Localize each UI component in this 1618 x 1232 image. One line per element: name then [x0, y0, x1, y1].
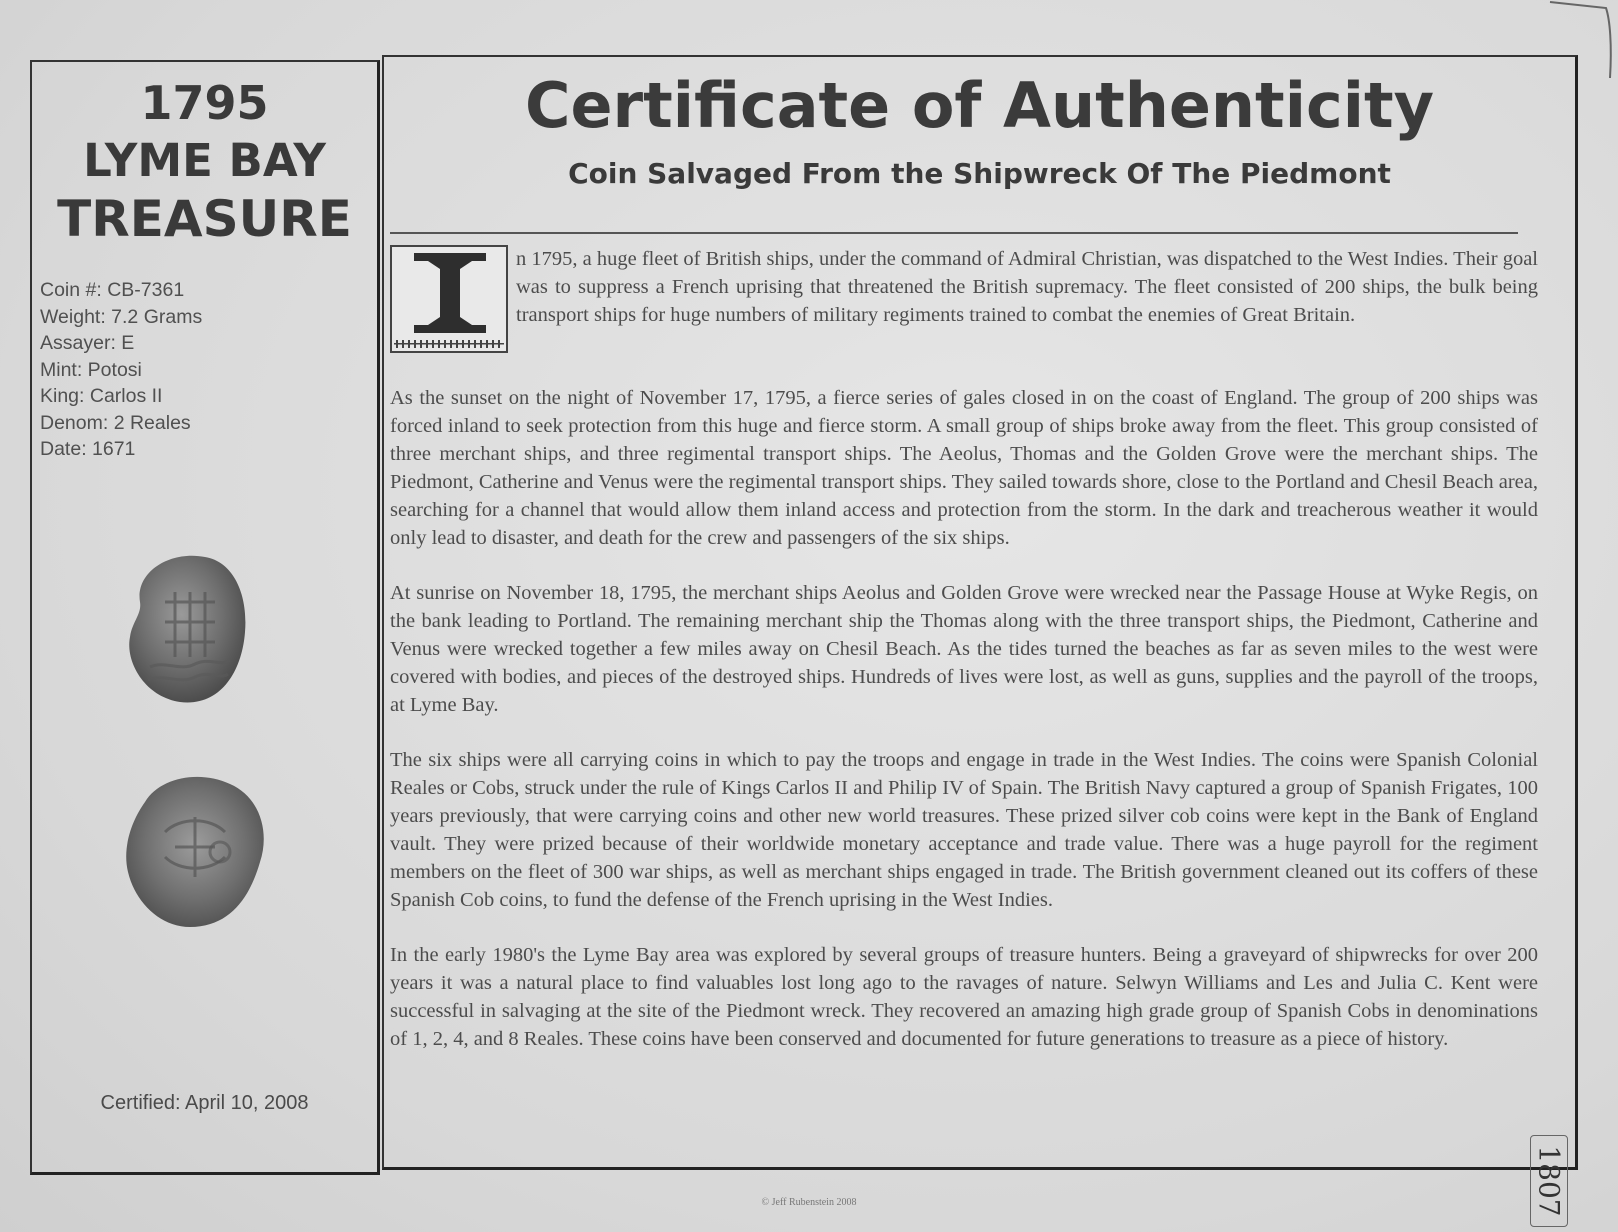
spec-coin-number: Coin #: CB-7361: [40, 279, 185, 301]
paragraph-4: The six ships were all carrying coins in which to pay the troops and engage in trade in the West Indies. The coins were Spanish Colonial Reales or Cobs, struck under the rule of Kings Carlos II and Philip IV of Spain. The British Navy captured a group of Spanish Frigates, 100 years previously, that were carrying coins and other new world treasures. These prized silver cob coins were kept in the Bank of England vault. They were prized because of their worldwide monetary acceptance and trade value. There was a huge payroll for the regiment members on the fleet of 300 war ships, as well as merchant ships engaged in trade. The British government cleaned out its coffers of these Spanish Cob coins, to fund the defense of the French uprising in the West Indies.: [390, 749, 1538, 911]
spec-mint: Mint: Potosi: [40, 358, 142, 381]
spec-date: Date: 1671: [40, 438, 136, 460]
spec-king: King: Carlos II: [40, 385, 163, 407]
paragraph-3: At sunrise on November 18, 1795, the merchant ships Aeolus and Golden Grove were wrecked near the Passage House at Wyke Regis, on the bank leading to Portland. The remaining merchant ship the Thomas along with the three transport ships, the Piedmont, Catherine and Venus were wrecked together a few miles away on Chesil Beach. As the tides turned the beaches as far as seven miles to the west were covered with bodies, and pieces of the destroyed ships. Hundreds of lives were lost, as well as guns, supplies and the payroll of the troops, at Lyme Bay.: [390, 582, 1538, 716]
paragraph-1-text: n 1795, a huge fleet of British ships, under the command of Admiral Christian, was dispatched to the West Indies. Their goal was to suppress a French uprising that threatened the British supremacy. The fleet consisted of 200 ships, the bulk being transport ships for huge numbers of military regiments trained to combat the enemies of Great Britain.: [516, 248, 1538, 326]
coin-reverse-image: [120, 762, 270, 932]
dropcap-letter-i-icon: [414, 253, 486, 333]
handwritten-number-text: 1807: [1532, 1145, 1566, 1217]
dropcap-i: [390, 245, 508, 353]
corner-scan-artifact-icon: [1540, 0, 1618, 80]
certificate-panel: [382, 55, 1578, 1170]
coin-info-panel: [30, 60, 380, 1175]
title-divider: [390, 232, 1518, 234]
treasure-heading: TREASURE: [57, 190, 352, 248]
handwritten-number: [1530, 1135, 1568, 1227]
certificate-title: Certificate of Authenticity: [524, 69, 1435, 142]
spec-assayer: Assayer: E: [40, 332, 135, 354]
paragraph-1: [390, 245, 1538, 357]
paragraph-2: As the sunset on the night of November 17, 1795, a fierce series of gales closed in on the coast of England. The group of 200 ships was forced inland to seek protection from this huge and fierce storm. A small group of ships broke away from the fleet. This group consisted of three merchant ships, and three regimental transport ships. The Aeolus, Thomas and the Golden Grove were the merchant ships. The Piedmont, Catherine and Venus were the regimental transport ships. They sailed towards shore, close to the Portland and Chesil Beach area, searching for a channel that would allow them inland access and protection from the storm. In the dark and treacherous weather it would only lead to disaster, and death for the crew and passengers of the six ships.: [390, 387, 1538, 549]
treasure-title: [32, 74, 377, 248]
certificate-body: [390, 245, 1538, 1080]
certified-date: Certified: April 10, 2008: [100, 1092, 309, 1114]
coin-specs: [40, 277, 370, 463]
copyright-credit: © Jeff Rubenstein 2008: [761, 1197, 857, 1208]
paragraph-5: In the early 1980's the Lyme Bay area was explored by several groups of treasure hunters. Being a graveyard of shipwrecks for over 200 years it was a natural place to find valuables lost long ago to the ravages of nature. Selwyn Williams and Les and Julia C. Kent were successful in salvaging at the site of the Piedmont wreck. They recovered an amazing high grade group of Spanish Cobs in denominations of 1, 2, 4, and 8 Reales. These coins have been conserved and documented for future generations to treasure as a piece of history.: [390, 944, 1538, 1050]
location-heading: LYME BAY: [83, 134, 326, 187]
spec-denom: Denom: 2 Reales: [40, 411, 191, 434]
spec-weight: Weight: 7.2 Grams: [40, 305, 203, 328]
coin-obverse-image: [120, 542, 250, 712]
certificate-subtitle: Coin Salvaged From the Shipwreck Of The Piedmont: [568, 157, 1391, 190]
year-heading: 1795: [140, 76, 269, 130]
dropcap-ornament-icon: [394, 339, 504, 349]
